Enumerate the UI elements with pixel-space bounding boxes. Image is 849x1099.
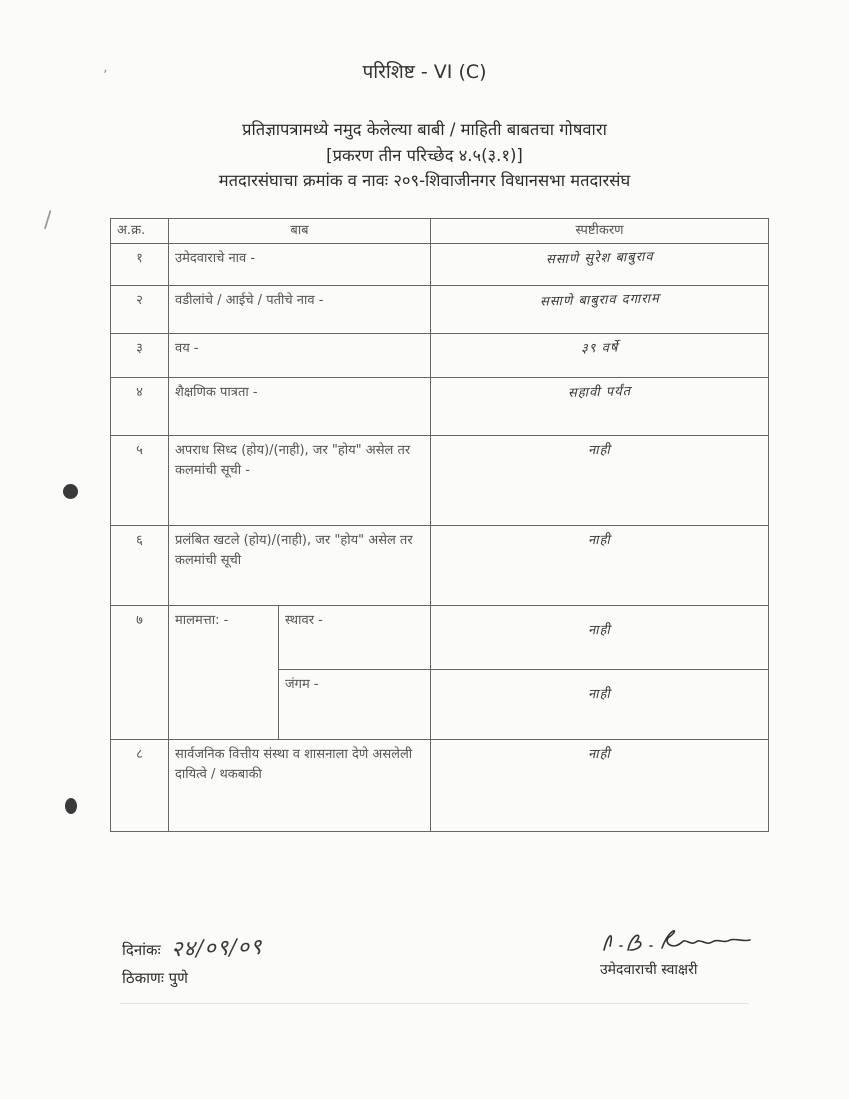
scan-artifact-line (120, 1003, 749, 1004)
assets-immovable-row (111, 606, 769, 670)
row-value (431, 334, 769, 378)
candidate-signature (598, 920, 758, 960)
liabilities-row (111, 740, 769, 832)
handwritten-value: नाही (587, 622, 612, 639)
row-value (431, 740, 769, 832)
table-header-row (111, 219, 769, 244)
date-label: दिनांकः (122, 941, 161, 959)
handwritten-value: नाही (587, 532, 612, 549)
appendix-label: परिशिष्ट - VI (C) (362, 61, 487, 83)
row-item: उमेदवाराचे नाव - (169, 244, 431, 286)
date-row (122, 932, 263, 962)
handwritten-value: नाही (587, 746, 612, 763)
row-item: शैक्षणिक पात्रता - (169, 378, 431, 436)
row-value (431, 436, 769, 526)
movable-assets-label: जंगम - (279, 670, 431, 740)
assets-label: मालमत्ता: - (169, 606, 279, 740)
signature-caption: उमेदवाराची स्वाक्षरी (600, 962, 698, 978)
handwritten-value: नाही (587, 442, 612, 459)
column-header-item: बाब (169, 219, 431, 244)
chapter-reference: [प्रकरण तीन परिच्छेद ४.५(३.१)] (326, 146, 523, 165)
row-value (431, 526, 769, 606)
row-item: वय - (169, 334, 431, 378)
handwritten-value: ससाणे बाबुराव दगाराम (539, 291, 660, 310)
row-item: वडीलांचे / आईचे / पतीचे नाव - (169, 286, 431, 334)
handwritten-value: ससाणे सुरेश बाबुराव (545, 249, 654, 268)
scan-artifact-mark: ٬ (103, 68, 108, 84)
row-serial: ५ (111, 436, 169, 526)
row-value (431, 378, 769, 436)
row-item: अपराध सिध्द (होय)/(नाही), जर "होय" असेल तर कलमांची सूची - (169, 436, 431, 526)
immovable-assets-label: स्थावर - (279, 606, 431, 670)
date-value: २४/०९/०९ (171, 934, 264, 963)
place-line: ठिकाणः पुणे (122, 969, 189, 987)
row-serial: ४ (111, 378, 169, 436)
constituency-line: मतदारसंघाचा क्रमांक व नावः २०९-शिवाजीनगर विधानसभा मतदारसंघ (218, 171, 631, 190)
table-row (111, 334, 769, 378)
column-header-serial: अ.क्र. (111, 219, 169, 244)
table-row (111, 378, 769, 436)
row-serial: ६ (111, 526, 169, 606)
row-serial: १ (111, 244, 169, 286)
row-serial: ३ (111, 334, 169, 378)
scan-artifact-mark: / (44, 208, 52, 233)
table-row (111, 286, 769, 334)
immovable-assets-value (431, 606, 769, 670)
row-serial: ८ (111, 740, 169, 832)
gist-table (110, 218, 769, 832)
document-title: प्रतिज्ञापत्रामध्ये नमुद केलेल्या बाबी / माहिती बाबतचा गोषवारा (242, 120, 607, 139)
row-serial: ७ (111, 606, 169, 740)
column-header-explanation: स्पष्टीकरण (431, 219, 769, 244)
punch-hole-mark (63, 484, 78, 499)
handwritten-value: नाही (587, 686, 612, 703)
table-row (111, 244, 769, 286)
table-row (111, 436, 769, 526)
table-row (111, 526, 769, 606)
row-value (431, 286, 769, 334)
punch-hole-mark (65, 798, 77, 814)
row-item: सार्वजनिक वित्तीय संस्था व शासनाला देणे असलेली दायित्वे / थकबाकी (169, 740, 431, 832)
handwritten-value: ३९ वर्षे (580, 340, 619, 357)
row-item: प्रलंबित खटले (होय)/(नाही), जर "होय" असेल तर कलमांची सूची (169, 526, 431, 606)
row-serial: २ (111, 286, 169, 334)
row-value (431, 244, 769, 286)
handwritten-value: सहावी पर्यंत (567, 384, 632, 401)
movable-assets-value (431, 670, 769, 740)
